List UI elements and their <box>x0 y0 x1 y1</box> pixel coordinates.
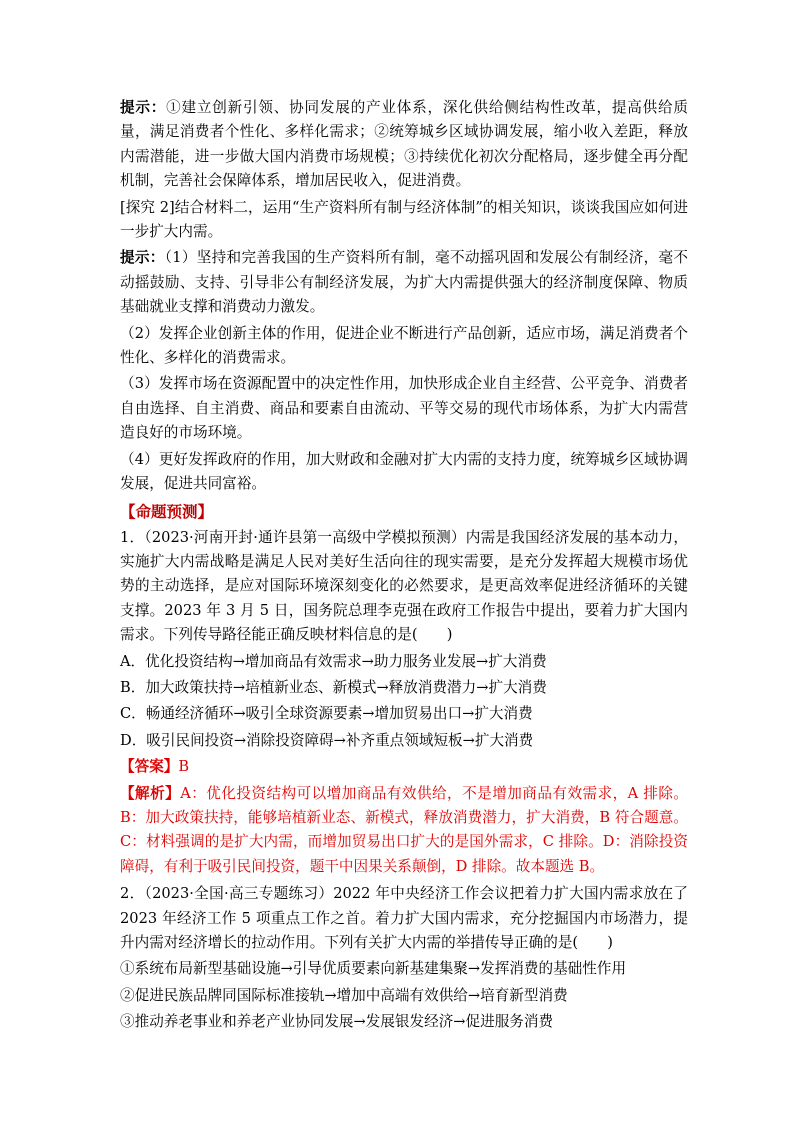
question-1-option-d: D．吸引民间投资→消除投资障碍→补齐重点领域短板→扩大消费 <box>120 731 534 749</box>
question-2-option-3: ③推动养老事业和养老产业协同发展→发展银发经济→促进服务消费 <box>120 1013 554 1031</box>
section-title: 【命题预测】 <box>120 501 214 521</box>
question-1-option-c: C．畅通经济循环→吸引全球资源要素→增加贸易出口→扩大消费 <box>120 705 533 723</box>
document-page <box>120 96 688 1037</box>
question-2-option-2: ②促进民族品牌同国际标准接轨→增加中高端有效供给→培育新型消费 <box>120 986 568 1004</box>
answer-label: 【答案】 <box>120 758 179 776</box>
explore-2: [探究 2]结合材料二，运用“生产资料所有制与经济体制”的相关知识，谈谈我国应如何进一步扩大内需。 <box>120 198 688 241</box>
question-1-option-a: A．优化投资结构→增加商品有效需求→助力服务业发展→扩大消费 <box>120 652 547 670</box>
question-2-stem: 2．（2023·全国·高三专题练习）2022 年中央经济工作会议把着力扩大国内需求放在了 2023 年经济工作 5 项重点工作之首。着力扩大国内需求，充分挖掘国内市场潜力，提升内需对经济增长的拉动作用。下列有关扩大内需的举措传导正确的是( ) <box>120 885 688 951</box>
question-2-option-1: ①系统布局新型基础设施→引导优质要素向新基建集聚→发挥消费的基础性作用 <box>120 960 627 978</box>
hint-1 <box>120 96 688 194</box>
hint-2-item-2: （2）发挥企业创新主体的作用，促进企业不断进行产品创新，适应市场，满足消费者个性化、多样化的消费需求。 <box>120 324 688 367</box>
question-1-answer <box>120 755 688 779</box>
hint-2-label: 提示： <box>120 249 165 267</box>
question-1-option-b: B．加大政策扶持→培植新业态、新模式→释放消费潜力→扩大消费 <box>120 678 547 696</box>
hint-2-item-1: （1）坚持和完善我国的生产资料所有制，毫不动摇巩固和发展公有制经济，毫不动摇鼓励、支持、引导非公有制经济发展，为扩大内需提供强大的经济制度保障、物质基础就业支撑和消费动力激发。 <box>120 249 688 316</box>
hint-1-text: ①建立创新引领、协同发展的产业体系，深化供给侧结构性改革，提高供给质量，满足消费者个性化、多样化需求；②统筹城乡区域协调发展，缩小收入差距，释放内需潜能，进一步做大国内消费市场规模；③持续优化初次分配格局，逐步健全再分配机制，完善社会保障体系，增加居民收入，促进消费。 <box>120 99 688 190</box>
analysis-text: A：优化投资结构可以增加商品有效供给，不是增加商品有效需求，A 排除。B：加大政策扶持，能够培植新业态、新模式，释放消费潜力，扩大消费，B 符合题意。C：材料强调的是扩大内需，而增加贸易出口扩大的是国外需求，C 排除。D：消除投资障碍，有利于吸引民间投资，题干中因果关系颠倒，D 排除。故本题选 B。 <box>120 784 688 875</box>
hint-2 <box>120 246 688 319</box>
answer-value: B <box>178 758 190 776</box>
hint-2-item-4: （4）更好发挥政府的作用，加大财政和金融对扩大内需的支持力度，统筹城乡区域协调发展，促进共同富裕。 <box>120 450 688 493</box>
question-1-stem: 1．（2023·河南开封·通许县第一高级中学模拟预测）内需是我国经济发展的基本动力，实施扩大内需战略是满足人民对美好生活向往的现实需要，是充分发挥超大规模市场优势的主动选择，是应对国际环境深刻变化的必然要求，是更高效率促进经济循环的关键支撑。2023 年 3 月 5 日，国务院总理李克强在政府工作报告中提出，要着力扩大国内需求。下列传导路径能正确反映材料信息的是( ) <box>120 528 688 644</box>
analysis-label: 【解析】 <box>120 784 181 802</box>
question-1-analysis <box>120 782 688 880</box>
hint-2-item-3: （3）发挥市场在资源配置中的决定性作用，加快形成企业自主经营、公平竞争、消费者自由选择、自主消费、商品和要素自由流动、平等交易的现代市场体系，为扩大内需营造良好的市场环境。 <box>120 375 688 442</box>
hint-1-label: 提示： <box>120 99 167 116</box>
